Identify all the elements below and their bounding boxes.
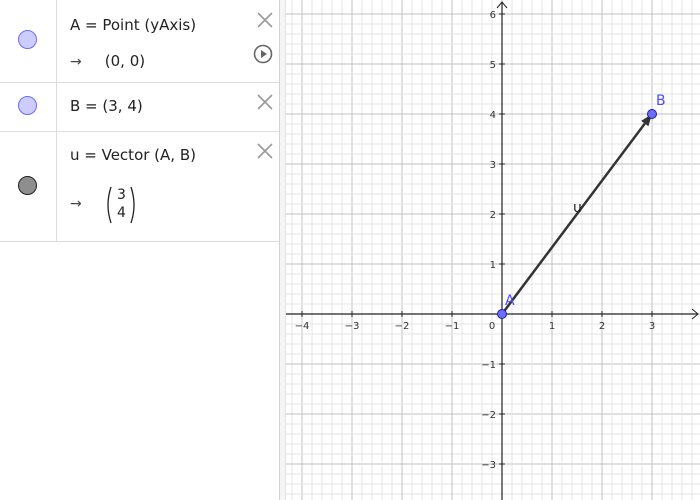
visibility-marble-icon[interactable] [18,96,37,115]
output-value-a: (0, 0) [104,52,146,70]
grid [286,0,700,500]
y-tick-label: −3 [481,460,496,471]
play-icon[interactable] [253,44,273,64]
point-label-b[interactable]: B [656,93,666,109]
output-matrix-u [104,185,138,225]
x-tick-label: 2 [598,321,606,332]
close-icon[interactable] [256,93,274,111]
point-b[interactable] [648,110,657,119]
vector-u[interactable] [502,124,645,314]
graphics-view[interactable] [286,0,700,500]
close-icon[interactable] [256,11,274,29]
y-tick-label: −1 [481,360,496,371]
point-a[interactable] [498,310,507,319]
y-tick-label: 3 [489,160,496,171]
x-tick-label: −4 [294,321,310,332]
x-tick-label: −1 [444,321,460,332]
definition-a[interactable]: A = Point (yAxis) [70,16,197,34]
x-tick-label: 3 [648,321,656,332]
algebra-row-u[interactable] [0,131,279,242]
x-tick-label: 1 [548,321,556,332]
close-icon[interactable] [256,142,274,160]
tick-labels [295,10,656,471]
output-a [70,52,145,70]
coordinate-plane[interactable] [286,0,700,500]
matrix-entry: 3 [117,187,126,203]
output-arrow-icon: → [70,54,82,70]
definition-b[interactable]: B = (3, 4) [70,97,143,115]
definition-u[interactable]: u = Vector (A, B) [70,146,196,164]
marble-cell [0,0,57,82]
x-tick-label: 0 [488,321,496,332]
matrix-entry: 4 [117,205,126,221]
x-tick-label: −3 [344,321,360,332]
y-tick-label: 2 [489,210,496,221]
x-tick-label: −2 [394,321,410,332]
y-tick-label: 5 [489,60,496,71]
y-tick-label: −2 [481,410,496,421]
marble-cell [0,131,57,241]
output-arrow-icon: → [70,196,82,212]
vector-label-u[interactable]: u [573,200,582,216]
algebra-view [0,0,279,500]
visibility-marble-icon[interactable] [18,176,37,195]
y-tick-label: 1 [489,260,496,271]
y-tick-label: 4 [489,110,496,121]
algebra-row-b[interactable] [0,82,279,132]
point-label-a[interactable]: A [505,293,515,309]
algebra-row-a[interactable] [0,0,279,83]
visibility-marble-icon[interactable] [18,30,37,49]
y-tick-label: 6 [489,10,496,21]
marble-cell [0,82,57,131]
